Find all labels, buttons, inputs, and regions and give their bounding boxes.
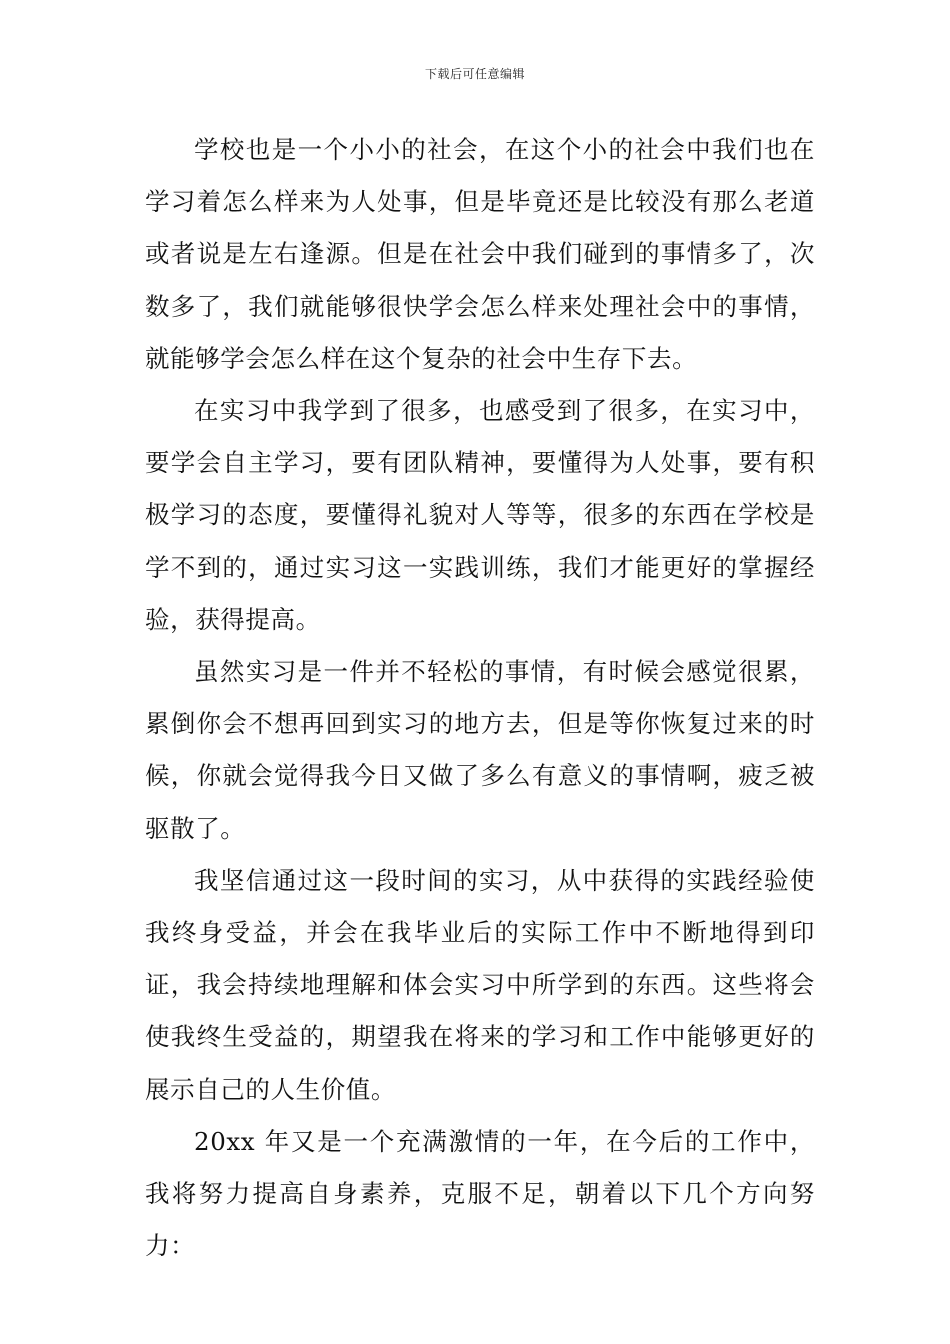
paragraph-internship-hardship: 虽然实习是一件并不轻松的事情，有时候会感觉很累，累倒你会不想再回到实习的地方去，但是等你恢复过来的时候，你就会觉得我今日又做了多么有意义的事情啊，疲乏被驱散了。 <box>145 657 815 843</box>
paragraph-internship-learning: 在实习中我学到了很多，也感受到了很多，在实习中，要学会自主学习，要有团队精神，要懂得为人处事，要有积极学习的态度，要懂得礼貌对人等等，很多的东西在学校是学不到的，通过实习这一实践训练，我们才能更好的掌握经验，获得提高。 <box>145 396 815 634</box>
page-header-note: 下载后可任意编辑 <box>424 67 525 81</box>
paragraph-lifelong-benefit: 我坚信通过这一段时间的实习，从中获得的实践经验使我终身受益，并会在我毕业后的实际工作中不断地得到印证，我会持续地理解和体会实习中所学到的东西。这些将会使我终生受益的，期望我在将来的学习和工作中能够更好的展示自己的人生价值。 <box>145 865 815 1104</box>
paragraph-school-society: 学校也是一个小小的社会，在这个小的社会中我们也在学习着怎么样来为人处事，但是毕竟还是比较没有那么老道或者说是左右逢源。但是在社会中我们碰到的事情多了，次数多了，我们就能够很快学会怎么样来处理社会中的事情，就能够学会怎么样在这个复杂的社会中生存下去。 <box>145 135 815 373</box>
document-body <box>145 124 815 1272</box>
paragraph-new-year-goals: 20xx 年又是一个充满激情的一年，在今后的工作中，我将努力提高自身素养，克服不足，朝着以下几个方向努力： <box>145 1126 815 1261</box>
